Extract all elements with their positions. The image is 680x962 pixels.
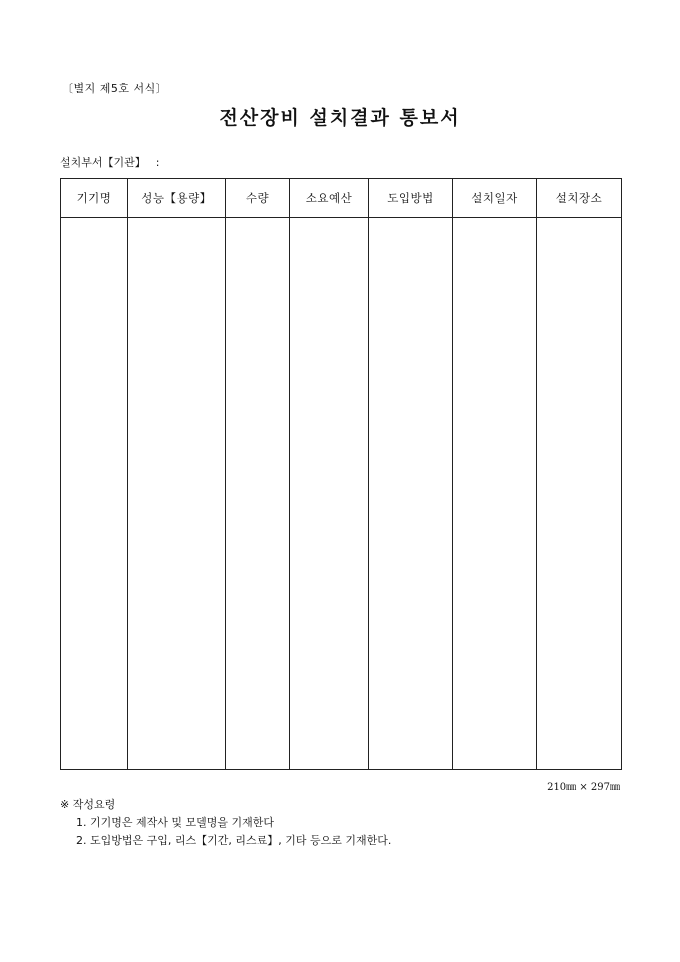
writing-guide-item: 1. 기기명은 제작사 및 모델명을 기재한다 bbox=[76, 816, 274, 829]
department-label: 설치부서【기관】 bbox=[60, 156, 146, 169]
install-location-cell[interactable] bbox=[537, 218, 622, 770]
writing-guide bbox=[60, 796, 391, 850]
performance-cell[interactable] bbox=[128, 218, 226, 770]
department-colon: : bbox=[155, 156, 160, 169]
department-line bbox=[60, 154, 159, 170]
equipment-table bbox=[60, 178, 622, 770]
table-header-row bbox=[61, 179, 622, 218]
document-title: 전산장비 설치결과 통보서 bbox=[219, 107, 461, 129]
budget-cell[interactable] bbox=[290, 218, 369, 770]
header-quantity: 수량 bbox=[226, 179, 290, 218]
header-performance: 성능【용량】 bbox=[128, 179, 226, 218]
quantity-cell[interactable] bbox=[226, 218, 290, 770]
header-acquisition-method: 도입방법 bbox=[369, 179, 453, 218]
header-device-name: 기기명 bbox=[61, 179, 128, 218]
header-install-location: 설치장소 bbox=[537, 179, 622, 218]
header-budget: 소요예산 bbox=[290, 179, 369, 218]
form-label: 〔별지 제5호 서식〕 bbox=[62, 82, 168, 95]
install-date-cell[interactable] bbox=[453, 218, 537, 770]
writing-guide-item: 2. 도입방법은 구입, 리스【기간, 리스료】, 기타 등으로 기재한다. bbox=[76, 834, 392, 847]
header-install-date: 설치일자 bbox=[453, 179, 537, 218]
table-body-row bbox=[61, 218, 622, 770]
writing-guide-heading: ※ 작성요령 bbox=[60, 798, 116, 811]
device-name-cell[interactable] bbox=[61, 218, 128, 770]
acquisition-method-cell[interactable] bbox=[369, 218, 453, 770]
paper-size-note: 210㎜ × 297㎜ bbox=[547, 782, 620, 793]
